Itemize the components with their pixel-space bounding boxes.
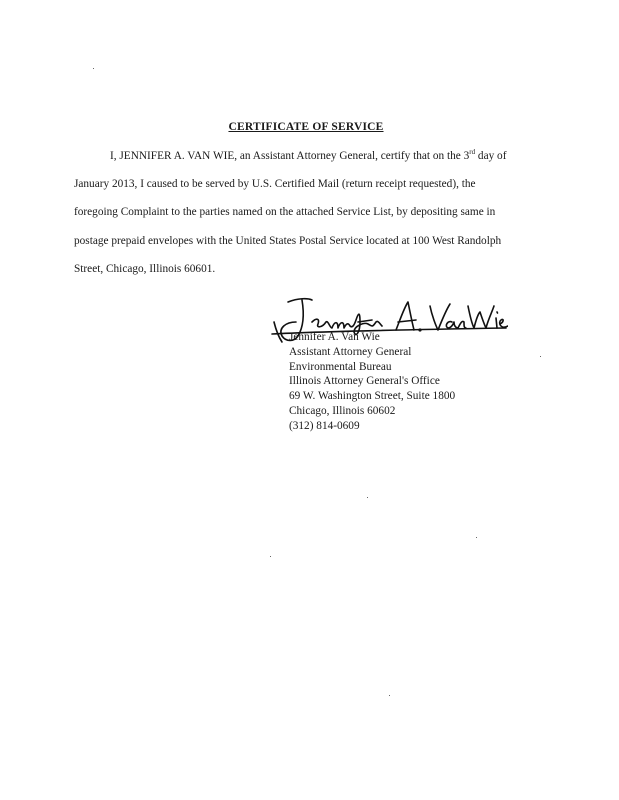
- signer-street: 69 W. Washington Street, Suite 1800: [289, 390, 456, 403]
- signer-phone: (312) 814-0609: [289, 419, 360, 432]
- body-line-1: [110, 148, 585, 162]
- body-line-4: postage prepaid envelopes with the United States Postal Service located at 100 West Randolph: [74, 235, 502, 247]
- body-line-5: Street, Chicago, Illinois 60601.: [74, 263, 216, 275]
- document-title: CERTIFICATE OF SERVICE: [228, 121, 384, 133]
- signer-bureau: Environmental Bureau: [289, 360, 392, 373]
- scan-speck: [93, 68, 94, 69]
- scan-speck: [270, 556, 271, 557]
- body-line-1-text: I, JENNIFER A. VAN WIE, an Assistant Attorney General, certify that on the 3: [110, 150, 470, 162]
- signer-title: Assistant Attorney General: [289, 345, 412, 358]
- signer-office: Illinois Attorney General's Office: [289, 375, 440, 388]
- signature-block: [289, 330, 455, 434]
- body-line-1-end: day of: [475, 150, 507, 162]
- scan-speck: [476, 537, 477, 538]
- signer-name: Jennifer A. Van Wie: [289, 331, 380, 343]
- scan-speck: [389, 695, 390, 696]
- signer-city: Chicago, Illinois 60602: [289, 404, 396, 417]
- body-line-3: foregoing Complaint to the parties named on the attached Service List, by depositing same in: [74, 206, 496, 218]
- ordinal-suffix: rd: [469, 148, 476, 156]
- body-line-2: January 2013, I caused to be served by U.S. Certified Mail (return receipt requested), the: [74, 178, 476, 190]
- scan-speck: [540, 356, 541, 357]
- scan-speck: [367, 497, 368, 498]
